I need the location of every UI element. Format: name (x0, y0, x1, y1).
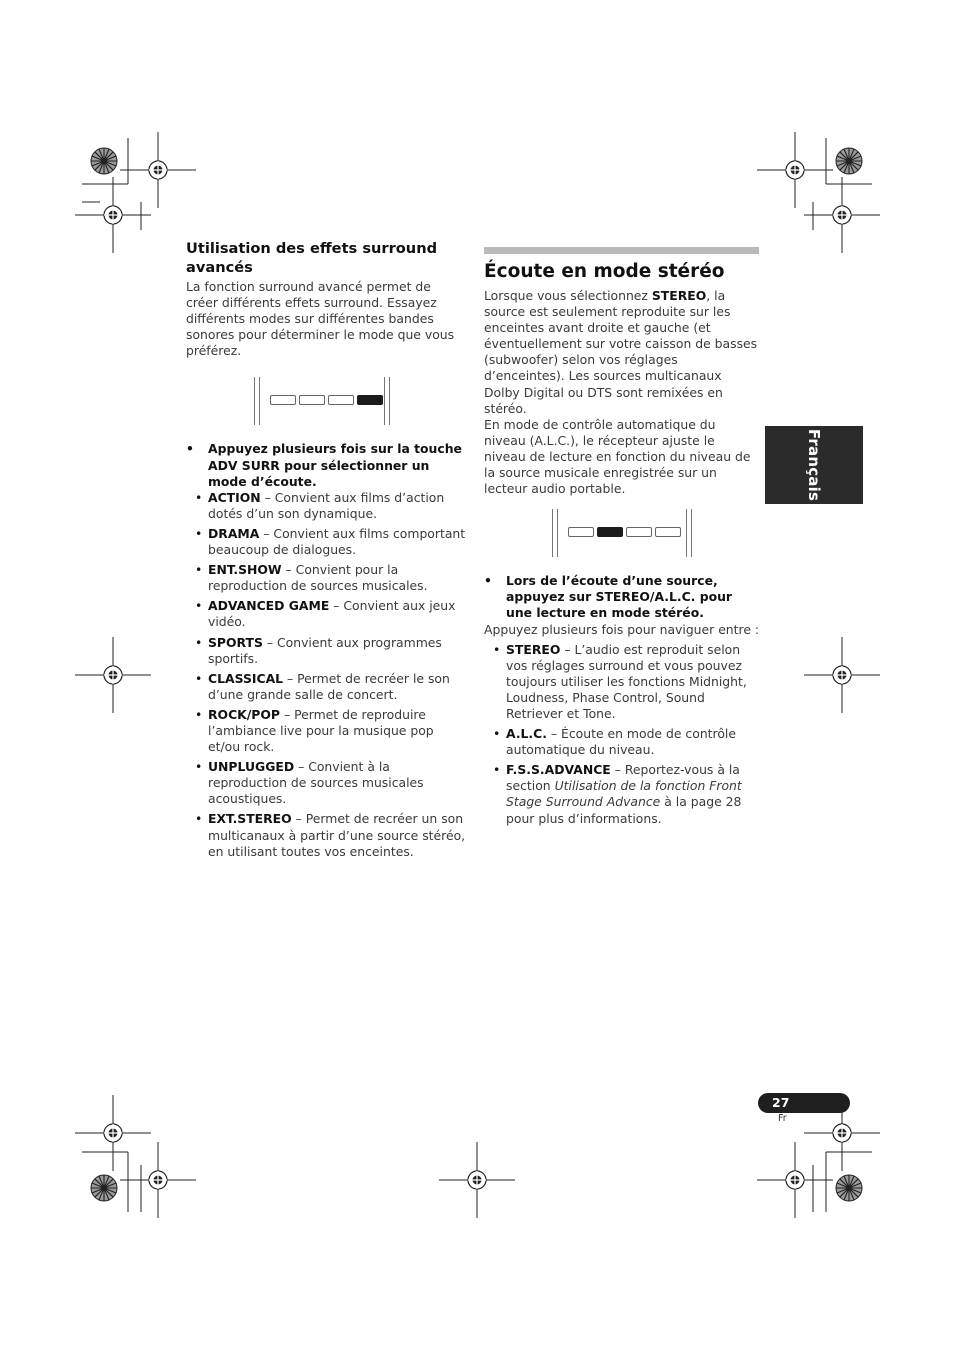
page-number: 27 (772, 1095, 790, 1110)
page-title: Écoute en mode stéréo (484, 261, 725, 282)
mode-name: STEREO (506, 641, 561, 657)
bullet: • (195, 562, 203, 578)
list-item (493, 726, 760, 758)
page-language-code: Fr (778, 1113, 787, 1124)
bullet: • (493, 762, 501, 778)
bullet: • (493, 726, 501, 742)
instruction (484, 573, 760, 621)
panel-button-adv-surr-highlighted (357, 395, 383, 405)
bullet: • (195, 706, 203, 722)
intro-paragraph: La fonction surround avancé permet de créer différents effets surround. Essayez différents modes sur différentes bandes sonores pour déterminer le mode que vous préférez. (186, 279, 455, 359)
right-column (484, 247, 760, 831)
list-item (195, 634, 466, 667)
panel-button-2 (299, 395, 325, 405)
mode-name: F.S.S.ADVANCE (506, 762, 611, 778)
mode-desc: – Écoute en mode de contrôle automatique du niveau. (506, 726, 736, 758)
bullet: • (195, 489, 203, 505)
panel-button-stereo-highlighted (597, 527, 623, 537)
stereo-mode-list (484, 642, 760, 827)
navigate-text: Appuyez plusieurs fois pour naviguer entre : (484, 621, 760, 637)
language-label: Français (805, 428, 823, 502)
panel-right-edge (686, 509, 692, 557)
left-column (186, 239, 466, 864)
front-panel-stereo-illustration (484, 509, 760, 557)
mode-desc: – Convient aux films comportant beaucoup de dialogues. (208, 525, 466, 558)
instruction-text: Lors de l’écoute d’une source, appuyez sur STEREO/A.L.C. pour une lecture en mode stéréo. (506, 573, 733, 621)
bullet: • (195, 525, 203, 541)
mode-list (186, 490, 466, 860)
alc-paragraph: En mode de contrôle automatique du niveau (A.L.C.), le récepteur ajuste le niveau de lecture en fonction du niveau de la source musicale enregistrée sur un lecteur audio portable. (484, 416, 751, 497)
mode-name: ROCK/POP (208, 706, 280, 722)
bullet: • (493, 641, 501, 657)
mode-desc: à la page 28 pour plus d’informations. (506, 794, 742, 826)
mode-desc: – Convient aux films d’action dotés d’un son dynamique. (208, 489, 445, 521)
mode-name: CLASSICAL (208, 670, 284, 686)
panel-left-edge (552, 509, 558, 557)
mode-name: A.L.C. (506, 726, 547, 742)
mode-desc: – Permet de reproduire l’ambiance live pour la musique pop et/ou rock. (208, 706, 434, 755)
panel-right-edge (384, 377, 390, 425)
panel-button-3 (328, 395, 354, 405)
mode-name: ADVANCED GAME (208, 598, 330, 614)
mode-name: UNPLUGGED (208, 759, 295, 775)
stereo-keyword: STEREO (651, 288, 707, 303)
instruction (186, 441, 466, 489)
panel-left-edge (254, 377, 260, 425)
list-item (195, 811, 466, 859)
mode-name: EXT.STEREO (208, 811, 292, 827)
bullet: • (195, 598, 203, 614)
mode-desc: – Reportez-vous à la section (506, 762, 740, 794)
mode-desc: – L’audio est reproduit selon vos réglages surround et vous pouvez toujours utiliser les fonctions Midnight, Loudness, Phase Control, Sound Retriever et Tone. (506, 641, 747, 721)
panel-button-3 (626, 527, 652, 537)
list-item (195, 759, 466, 807)
front-panel-adv-surr-illustration (186, 377, 466, 425)
stereo-intro (484, 288, 760, 417)
panel-button-4 (655, 527, 681, 537)
title-rule (484, 247, 759, 254)
section-heading: Utilisation des effets surround avancés (186, 240, 438, 276)
list-item (493, 641, 760, 722)
bullet: • (186, 441, 194, 457)
section-reference: Utilisation de la fonction Front Stage Surround Advance (506, 778, 742, 810)
bullet: • (484, 573, 492, 589)
panel-button-1 (270, 395, 296, 405)
panel-button-1 (568, 527, 594, 537)
list-item (195, 562, 466, 594)
list-item (493, 762, 760, 826)
instruction-text: Appuyez plusieurs fois sur la touche ADV SURR pour sélectionner un mode d’écoute. (208, 441, 462, 489)
mode-name: DRAMA (208, 525, 260, 541)
mode-desc: – Permet de recréer le son d’une grande salle de concert. (208, 670, 450, 702)
list-item (195, 598, 466, 630)
bullet: • (195, 759, 203, 775)
mode-desc: – Permet de recréer un son multicanaux à partir d’une source stéréo, en utilisant toutes vos enceintes. (208, 811, 466, 859)
list-item (195, 525, 466, 558)
mode-name: SPORTS (208, 634, 263, 650)
bullet: • (195, 670, 203, 686)
text: Lorsque vous sélectionnez (484, 288, 652, 303)
text: , la source est seulement reproduite sur les enceintes avant droite et gauche (et éventuellement sur votre caisson de basses (subwoofer) selon vos réglages d’enceintes). Les sources multicanaux Dolby Digital ou DTS sont remixées en stéréo. (484, 288, 758, 416)
mode-name: ACTION (208, 489, 261, 505)
language-tab (765, 426, 863, 504)
list-item (195, 489, 466, 522)
mode-desc: – Convient aux programmes sportifs. (208, 634, 442, 666)
mode-desc: – Convient aux jeux vidéo. (208, 598, 456, 630)
list-item (195, 706, 466, 755)
bullet: • (195, 811, 203, 827)
mode-name: ENT.SHOW (208, 562, 282, 578)
bullet: • (195, 634, 203, 650)
list-item (195, 670, 466, 703)
mode-desc: – Convient pour la reproduction de sources musicales. (208, 562, 428, 594)
mode-desc: – Convient à la reproduction de sources musicales acoustiques. (208, 759, 424, 807)
